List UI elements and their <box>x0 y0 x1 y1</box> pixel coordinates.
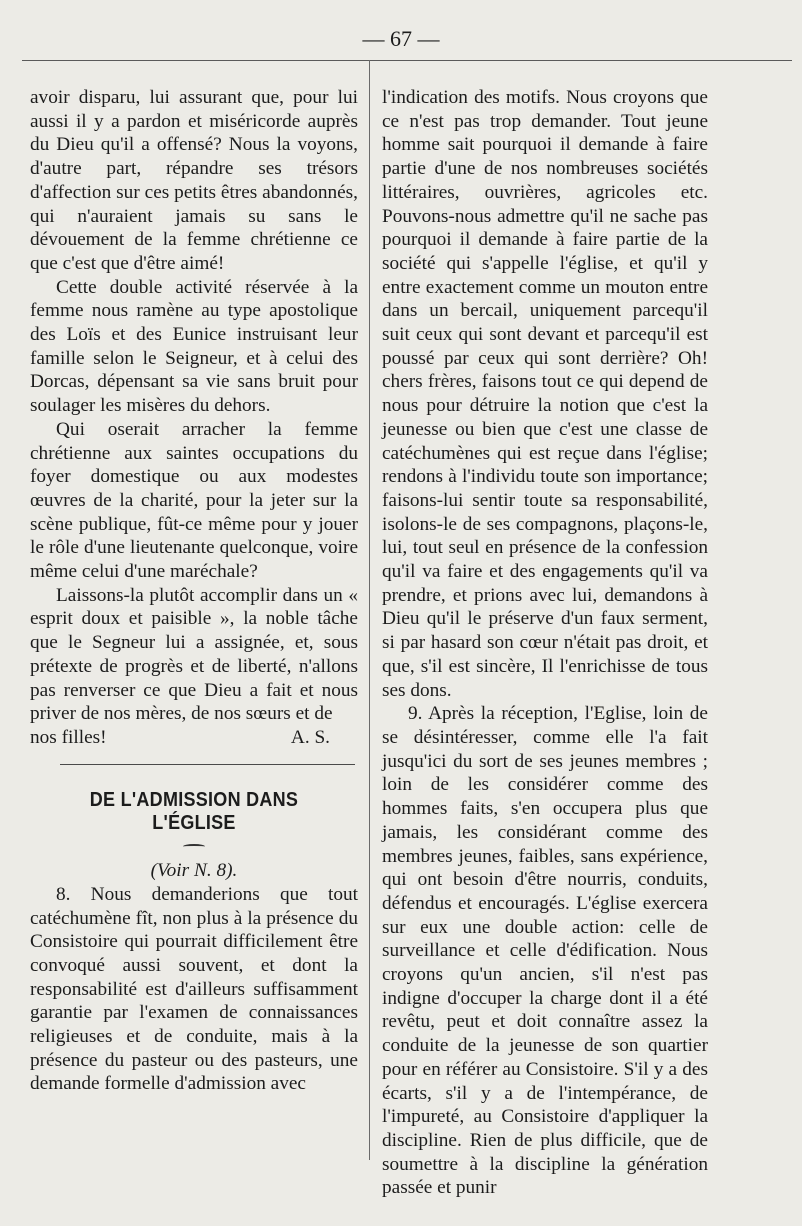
closing-line: nos filles! <box>30 726 107 748</box>
left-paragraph-3: Qui oserait arracher la femme chrétienne aux saintes occupations du foyer domestique ou aux modestes œuvres de la charité, pour la jeter sur la scène publique, fût-ce même pour y jouer le rôle d'une lieutenante quelconque, voire même celui d'une maréchale? <box>30 418 358 583</box>
column-divider <box>369 60 370 1160</box>
left-column <box>30 86 358 1096</box>
article-separator <box>60 764 355 765</box>
page-number: — 67 — <box>362 26 440 51</box>
left-paragraph-2: Cette double activité réservée à la femme nous ramène au type apostolique des Loïs et des Eunice instruisant leur famille selon le Seigneur, et à celui des Dorcas, dépensant sa vie sans bruit pour soulager les misères du dehors. <box>30 276 358 417</box>
left-paragraph-4: Laissons-la plutôt accomplir dans un « esprit doux et paisible », la noble tâche que le Segneur lui a assignée, et, sous prétexte de progrès et de liberté, n'allons pas renverser ce que Dieu a fait et nous priver de nos mères, de nos sœurs et de <box>30 584 358 725</box>
closing-signature-line <box>30 726 358 750</box>
section-heading: DE L'ADMISSION DANS L'ÉGLISE <box>89 788 299 835</box>
left-paragraph-1: avoir disparu, lui assurant que, pour lui aussi il y a pardon et miséricorde auprès du Dieu qu'il a offensé? Nous la voyons, d'autre part, répandre ses trésors d'affection sur ces petits êtres abandonnés, qui n'auraient jamais su sans le dévouement de la femme chrétienne ce que c'est que d'être aimé! <box>30 87 358 274</box>
right-paragraph-9: 9. Après la réception, l'Eglise, loin de se désintéresser, comme elle l'a fait jusqu'ici du sort de ses jeunes membres ; loin de les considérer comme des hommes faits, s'en occupera plus que jamais, les considérant comme des membres jeunes, faibles, sans expérience, qui ont besoin d'être nourris, conduits, défendus et encouragés. L'église exercera sur eux une double action: celle de surveillance et celle d'édification. Nous croyons qu'un ancien, s'il n'est pas indigne d'occuper la charge dont il a été revêtu, peut et doit connaître assez la conduite de la jeunesse de son quartier pour en référer au Consistoire. S'il y a des écarts, s'il y a de l'intempérance, de l'impureté, au Consistoire d'appliquer la discipline. Rien de plus difficile, que de soumettre à la discipline la génération passée et punir <box>382 703 708 1199</box>
section-reference: (Voir N. 8). <box>150 860 238 882</box>
header-rule <box>22 60 792 61</box>
right-column <box>382 86 708 1200</box>
right-paragraph-1: l'indication des motifs. Nous croyons que ce n'est pas trop demander. Tout jeune homme sait pourquoi il demande à faire partie d'une de nos nombreuses sociétés littéraires, ouvrières, agricoles etc. Pouvons-nous admettre qu'il ne sache pas pourquoi il demande à faire partie de la société qui s'appelle l'église, et qu'il y entre exactement comme un mouton entre dans un bercail, uniquement parcequ'il suit ceux qui sont devant et parcequ'il est poussé par ceux qui sont derrière? Oh! chers frères, faisons tout ce qui depend de nous pour détruire la notion que c'est la jeunesse ou bien que c'est une classe de catéchumènes qui est reçue dans l'église; rendons à l'individu toute son importance; faisons-lui sentir toute sa responsabilité, isolons-le de ses compagnons, plaçons-le, lui, tout seul en présence de la confession qu'il va faire et des engagements qu'il va prendre, et prions avec lui, demandons à Dieu qu'il le préserve d'un faux serment, si par hasard son cœur n'était pas droit, et que, s'il est sincère, Il l'enrichisse de tous ses dons. <box>382 87 708 701</box>
section-paragraph-8: 8. Nous demanderions que tout catéchumène fît, non plus à la présence du Consistoire qui pourrait difficilement être convoqué aussi souvent, et dont la responsabilité est d'ailleurs suffisamment garantie par l'examen de connaissances religieuses et de conduite, mais à la présence du pasteur ou des pasteurs, une demande formelle d'admission avec <box>30 883 358 1095</box>
heading-ornament <box>183 844 205 849</box>
author-signature: A. S. <box>290 726 330 748</box>
